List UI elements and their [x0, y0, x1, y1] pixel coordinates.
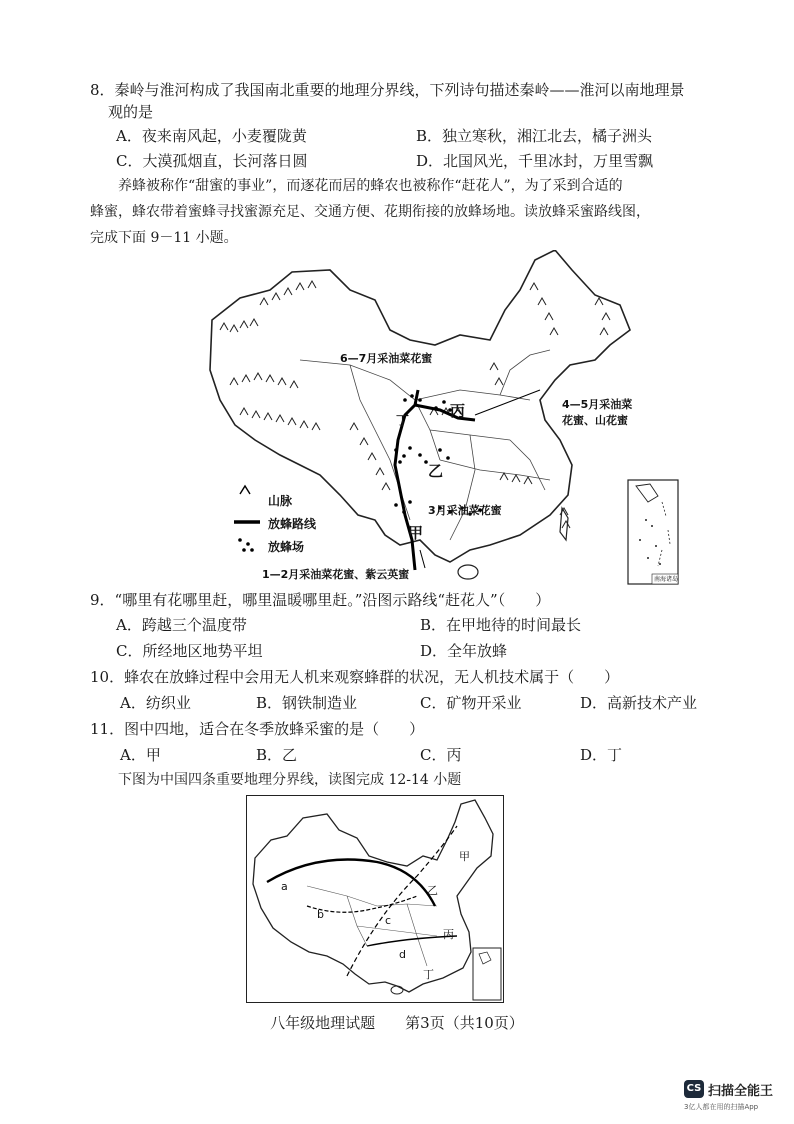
label-jia-2: 甲 — [459, 850, 470, 863]
legend-mountain: 山脉 — [268, 494, 293, 508]
label-bing: 丙 — [450, 402, 466, 420]
scanner-logo-icon: CS — [684, 1080, 704, 1098]
scanner-title: 扫描全能王 — [708, 1084, 774, 1099]
label-apr-may-1: 4—5月采油菜 — [562, 398, 633, 411]
q9-option-d: D．全年放蜂 — [420, 642, 508, 660]
q11-option-a: A．甲 — [120, 746, 161, 764]
label-c: c — [385, 914, 392, 927]
label-bing-2: 丙 — [443, 928, 454, 941]
legend-field: 放蜂场 — [268, 540, 305, 554]
label-apr-may-2: 花蜜、山花蜜 — [562, 414, 628, 427]
q10-option-c: C．矿物开采业 — [420, 694, 522, 712]
label-yi-2: 乙 — [427, 884, 438, 897]
label-ding: 丁 — [396, 414, 410, 429]
label-a: a — [281, 880, 288, 893]
q9-option-a: A．跨越三个温度带 — [116, 616, 247, 634]
label-ding-2: 丁 — [423, 968, 434, 981]
q8-option-d: D．北国风光，千里冰封，万里雪飘 — [416, 152, 654, 170]
china-boundary-outline — [247, 796, 502, 1001]
page-footer: 八年级地理试题 第3页（共10页） — [270, 1014, 524, 1032]
legend-mountain-icon — [240, 486, 250, 494]
label-jun-jul: 6—7月采油菜花蜜 — [340, 352, 433, 365]
q8-stem-line1: 8．秦岭与淮河构成了我国南北重要的地理分界线，下列诗句描述秦岭——淮河以南地理景 — [90, 81, 685, 99]
boundary-lines-map — [246, 795, 504, 1003]
inset-box — [628, 480, 678, 584]
legend-route: 放蜂路线 — [268, 517, 317, 531]
label-mar: 3月采油菜花蜜 — [428, 504, 502, 517]
label-jia: 甲 — [408, 524, 424, 542]
q11-option-b: B．乙 — [256, 746, 298, 764]
q11-option-d: D．丁 — [580, 746, 623, 764]
q10-option-a: A．纺织业 — [120, 694, 191, 712]
intro1-line2: 蜂蜜，蜂农带着蜜蜂寻找蜜源充足、交通方便、花期衔接的放蜂场地。读放蜂采蜜路线图， — [90, 204, 650, 220]
q10-stem: 10．蜂农在放蜂过程中会用无人机来观察蜂群的状况，无人机技术属于（ ） — [90, 668, 620, 686]
label-jan-feb: 1—2月采油菜花蜜、紫云英蜜 — [262, 568, 410, 581]
q11-stem: 11．图中四地，适合在冬季放蜂采蜜的是（ ） — [90, 720, 425, 738]
intro1-line3: 完成下面 9－11 小题。 — [90, 230, 238, 246]
q8-option-c: C．大漠孤烟直，长河落日圆 — [116, 152, 308, 170]
intro1-line1: 养蜂被称作“甜蜜的事业”，而逐花而居的蜂农也被称作“赶花人”，为了采到合适的 — [118, 178, 623, 194]
scanner-subtitle: 3亿人都在用的扫描App — [684, 1103, 759, 1111]
q9-option-c: C．所经地区地势平坦 — [116, 642, 263, 660]
q11-option-c: C．丙 — [420, 746, 462, 764]
q10-option-b: B．钢铁制造业 — [256, 694, 358, 712]
label-b: b — [317, 908, 324, 921]
q8-option-b: B．独立寒秋，湘江北去，橘子洲头 — [416, 127, 653, 145]
q9-option-b: B．在甲地待的时间最长 — [420, 616, 582, 634]
q8-option-a: A．夜来南风起，小麦覆陇黄 — [116, 127, 307, 145]
legend-field-icon — [238, 538, 254, 552]
q8-stem-line2: 观的是 — [108, 103, 154, 121]
label-yi: 乙 — [428, 462, 444, 480]
q10-option-d: D．高新技术产业 — [580, 694, 698, 712]
q9-stem: 9．“哪里有花哪里赶，哪里温暖哪里赶。”沿图示路线“赶花人”（ ） — [90, 591, 551, 609]
label-d: d — [399, 948, 406, 961]
intro2-line1: 下图为中国四条重要地理分界线，读图完成 12-14 小题 — [118, 772, 462, 788]
bee-route-map — [200, 250, 680, 590]
label-inset: 南海诸岛 — [654, 576, 679, 583]
